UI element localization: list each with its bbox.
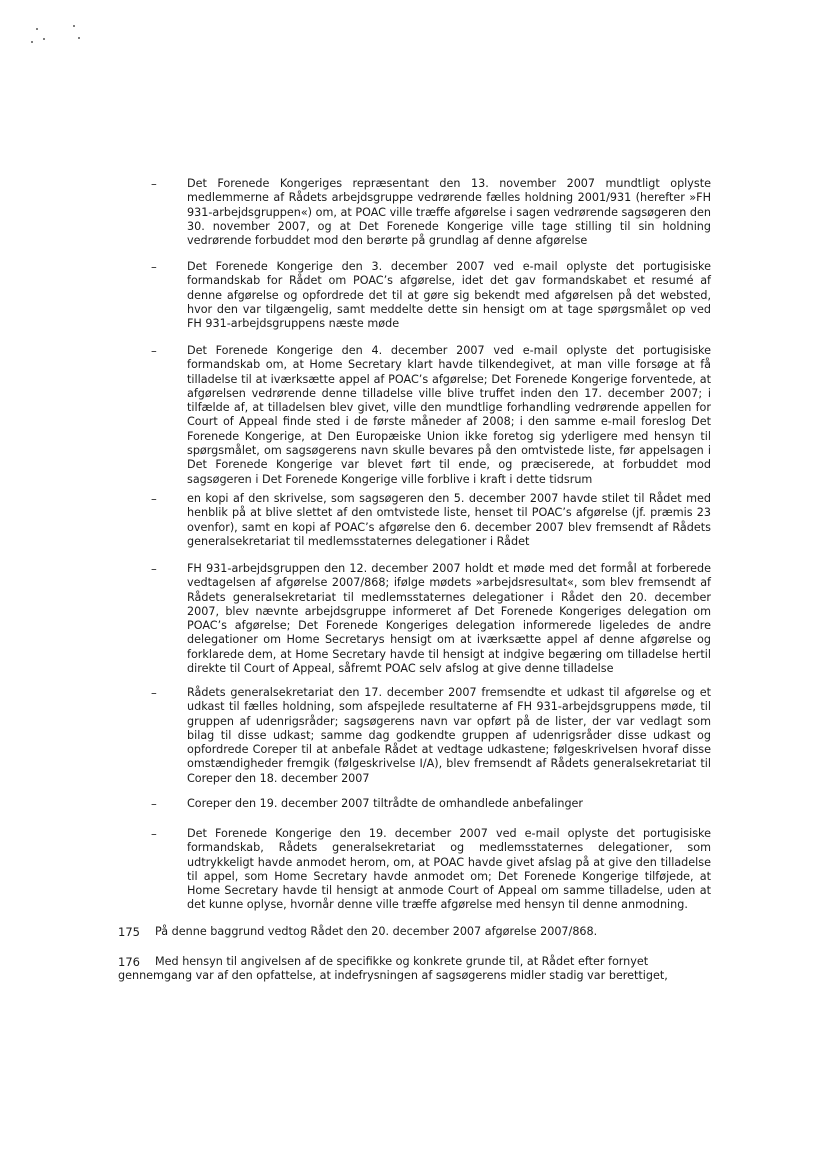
list-dash: –: [151, 797, 157, 811]
list-item: [151, 177, 711, 249]
list-item: [151, 686, 711, 786]
scan-speck: [31, 41, 33, 43]
list-item: [151, 797, 711, 813]
list-dash: –: [151, 686, 157, 700]
paragraph-first-line: På denne baggrund vedtog Rådet den 20. december 2007 afgørelse 2007/868.: [155, 925, 598, 938]
list-dash: –: [151, 827, 157, 841]
scan-speck: [73, 25, 75, 27]
list-item-text: en kopi af den skrivelse, som sagsøgeren den 5. december 2007 havde stilet til Rådet med henblik på at blive slettet af den omtvistede liste, henset til POAC’s afgørelse (jf. præmis 23 ovenfor), samt en kopi af POAC’s afgørelse den 6. december 2007 blev fremsendt af Rådets generalsekretariat til medlemsstaternes delegationer i Rådet: [187, 492, 711, 548]
list-item-text: Rådets generalsekretariat den 17. december 2007 fremsendte et udkast til afgørelse og et udkast til fælles holdning, som afspejlede resultaterne af FH 931-arbejdsgruppens møde, til gruppen af udenrigsråder; sagsøgerens navn var opført på de lister, der var vedlagt som bilag til disse udkast; samme dag godkendte gruppen af udenrigsråder disse udkast og opfordrede Coreper til at anbefale Rådet at vedtage udkastene; følgeskrivelsen hvoraf disse omstændigheder fremgik (følgeskrivelse I/A), blev fremsendt af Rådets generalsekretariat til Coreper den 18. december 2007: [187, 686, 711, 785]
list-item-text: Coreper den 19. december 2007 tiltrådte de omhandlede anbefalinger: [187, 797, 584, 810]
list-item: [151, 562, 711, 677]
paragraph-number: 176: [118, 955, 140, 969]
paragraph-text: [155, 925, 711, 939]
list-item-text: Det Forenede Kongerige den 19. december 2007 ved e-mail oplyste det portugisiske formandskab, Rådets generalsekretariat og medlemsstaternes delegationer, som udtrykkeligt havde anmodet herom, om, at POAC havde givet afslag på at give den tilladelse til appel, som Home Secretary havde anmodet om; Det Forenede Kongerige tilføjede, at Home Secretary havde til hensigt at anmode Court of Appeal om samme tilladelse, uden at det kunne oplyse, hvornår denne ville træffe afgørelse med hensyn til denne anmodning.: [187, 827, 711, 912]
list-item: [151, 344, 711, 486]
scan-speck: [36, 28, 38, 30]
list-item: [151, 492, 711, 550]
list-dash: –: [151, 492, 157, 506]
list-dash: –: [151, 177, 157, 191]
list-dash: –: [151, 562, 157, 576]
numbered-paragraph: [118, 955, 711, 987]
paragraph-number: 175: [118, 925, 140, 939]
numbered-paragraph: [118, 925, 711, 941]
list-item-text: Det Forenede Kongeriges repræsentant den 13. november 2007 mundtligt oplyste medlemmerne af Rådets arbejdsgruppe vedrørende fælles holdning 2001/931 (herefter »FH 931-arbejdsgruppen«) om, at POAC ville træffe afgørelse i sagen vedrørende sagsøgeren den 30. november 2007, og at Det Forenede Kongerige ville tage stilling til sin holdning vedrørende forbuddet mod den berørte på grundlag af denne afgørelse: [187, 177, 711, 248]
scan-speck: [78, 37, 80, 39]
paragraph-continuation: gennemgang var af den opfattelse, at indefrysningen af sagsøgerens midler stadig var berettiget,: [118, 969, 668, 983]
scan-speck: [43, 38, 45, 40]
list-item-text: FH 931-arbejdsgruppen den 12. december 2007 holdt et møde med det formål at forberede vedtagelsen af afgørelse 2007/868; ifølge mødets »arbejdsresultat«, som blev fremsendt af Rådets generalsekretariat til medlemsstaternes delegationer i Rådet den 20. december 2007, blev nævnte arbejdsgruppe informeret af Det Forenede Kongeriges delegation om POAC’s afgørelse; Det Forenede Kongeriges delegation informerede ligeledes de andre delegationer om Home Secretarys hensigt om at iværksætte appel af denne afgørelse og forklarede dem, at Home Secretary havde til hensigt at indgive begæring om tilladelse hertil direkte til Court of Appeal, såfremt POAC selv afslog at give denne tilladelse: [187, 562, 711, 676]
list-item-text: Det Forenede Kongerige den 4. december 2007 ved e-mail oplyste det portugisiske formandskab om, at Home Secretary klart havde tilkendegivet, at man ville forsøge at få tilladelse til at iværksætte appel af POAC’s afgørelse; Det Forenede Kongerige forventede, at afgørelsen vedrørende denne tilladelse ville blive truffet inden den 17. december 2007; i tilfælde af, at tilladelsen blev givet, ville den mundtlige forhandling vedrørende appellen for Court of Appeal finde sted i de første måneder af 2008; i den samme e-mail foreslog Det Forenede Kongerige, at Den Europæiske Union ikke foretog sig yderligere med hensyn til spørgsmålet, om sagsøgerens navn skulle bevares på den omtvistede liste, før appelsagen i Det Forenede Kongerige var blevet ført til ende, og præciserede, at forbuddet mod sagsøgeren i Det Forenede Kongerige ville forblive i kraft i dette tidsrum: [187, 344, 711, 486]
paragraph-first-line: Med hensyn til angivelsen af de specifikke og konkrete grunde til, at Rådet efter fornyet: [155, 955, 649, 968]
list-item: [151, 260, 711, 332]
list-dash: –: [151, 260, 157, 274]
list-item-text: Det Forenede Kongerige den 3. december 2007 ved e-mail oplyste det portugisiske formandskab for Rådet om POAC’s afgørelse, idet det gav formandskabet et resumé af denne afgørelse og opfordrede det til at gøre sig bekendt med afgørelsen på det websted, hvor den var tilgængelig, samt meddelte dette sin hensigt om at tage spørgsmålet op ved FH 931-arbejdsgruppens næste møde: [187, 260, 711, 331]
list-item: [151, 827, 711, 913]
list-dash: –: [151, 344, 157, 358]
